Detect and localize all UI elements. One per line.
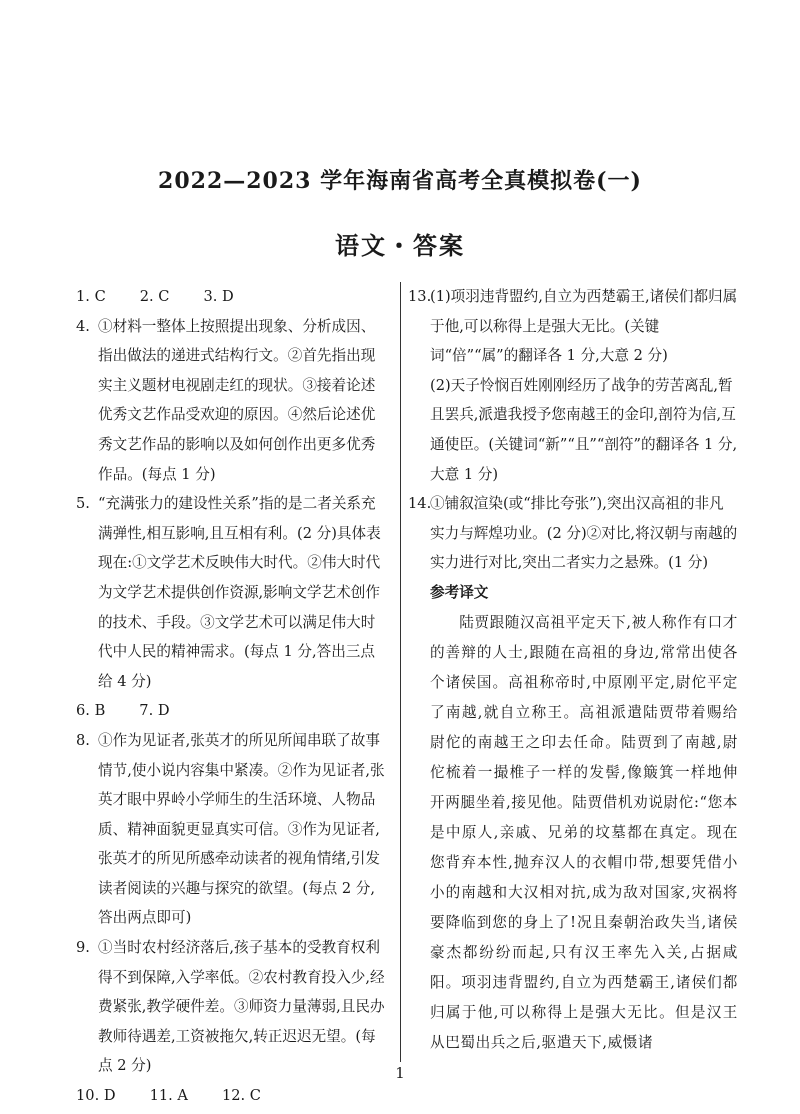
reference-translation-heading: 参考译文 (430, 583, 489, 601)
answer-9-number: 9. (76, 939, 90, 957)
answer-4 (76, 312, 386, 490)
answer-12: 12. C (221, 1087, 261, 1105)
answer-9 (76, 933, 386, 1081)
left-column (76, 282, 386, 1111)
answer-13-part-2: (2)天子怜悯百姓刚刚经历了战争的劳苦离乱,暂且罢兵,派遣我授予您南越王的金印,剖符为信,互通使臣。(关键词“新”“且”“剖符”的翻译各 1 分,大意 1 分) (430, 376, 738, 483)
reference-translation-text: 陆贾跟随汉高祖平定天下,被人称作有口才的善辩的人士,跟随在高祖的身边,常常出使各个诸侯国。高祖称帝时,中原刚平定,尉佗平定了南越,就自立称王。高祖派遣陆贾带着赐给尉佗的南越王之印去任命。陆贾到了南越,尉佗梳着一撮椎子一样的发髻,像簸箕一样地伸开两腿坐着,接见他。陆贾借机劝说尉佗:“您本是中原人,亲戚、兄弟的坟墓都在真定。现在您背弃本性,抛弃汉人的衣帽巾带,想要凭借小小的南越和大汉相对抗,成为敌对国家,灾祸将要降临到您的身上了!况且秦朝治政失当,诸侯豪杰都纷纷而起,只有汉王率先入关,占据咸阳。项羽违背盟约,自立为西楚霸王,诸侯们都归属于他,可以称得上是强大无比。但是汉王从巴蜀出兵之后,驱遣天下,威慑诸 (430, 613, 738, 1051)
column-divider (400, 282, 401, 1062)
answer-4-text: ①材料一整体上按照提出现象、分析成因、指出做法的递进式结构行文。②首先指出现实主义题材电视剧走红的现状。③接着论述优秀文艺作品受欢迎的原因。④然后论述优秀文艺作品的影响以及如何创作出更多优秀作品。(每点 1 分) (98, 317, 376, 483)
answer-3: 3. D (203, 288, 234, 305)
answer-7: 7. D (139, 702, 170, 720)
answer-2: 2. C (139, 288, 170, 305)
answer-13 (408, 282, 738, 371)
page-subtitle: 语文・答案 (335, 231, 465, 260)
answer-11: 11. A (149, 1087, 188, 1105)
answer-6: 6. B (76, 702, 106, 720)
answer-8-text: ①作为见证者,张英才的所见所闻串联了故事情节,使小说内容集中紧凑。②作为见证者,张英才眼中界岭小学师生的生活环境、人物品质、精神面貌更显真实可信。③作为见证者,张英才的所见所感牵动读者的视角情绪,引发读者阅读的兴趣与探究的欲望。(每点 2 分,答出两点即可) (98, 731, 385, 927)
answer-14-number: 14. (408, 495, 432, 513)
answers-10-12 (76, 1081, 386, 1111)
answer-14 (408, 489, 738, 578)
answer-5 (76, 489, 386, 696)
answers-1-3 (76, 282, 386, 312)
answer-1: 1. C (76, 288, 106, 305)
answer-8-number: 8. (76, 731, 90, 749)
right-column (408, 282, 738, 1058)
answer-9-text: ①当时农村经济落后,孩子基本的受教育权利得不到保障,入学率低。②农村教育投入少,经费紧张,教学硬件差。③师资力量薄弱,且民办教师待遇差,工资被拖欠,转正迟迟无望。(每点 2 分) (98, 939, 385, 1075)
page-number: 1 (395, 1064, 405, 1082)
answer-5-number: 5. (76, 495, 90, 513)
answer-8 (76, 726, 386, 933)
answer-10: 10. D (76, 1087, 116, 1105)
page-title: 2022—2023 学年海南省高考全真模拟卷(一) (158, 168, 642, 194)
answer-4-number: 4. (76, 317, 90, 335)
answer-14-text: ①铺叙渲染(或“排比夸张”),突出汉高祖的非凡实力与辉煌功业。(2 分)②对比,将汉朝与南越的实力进行对比,突出二者实力之悬殊。(1 分) (430, 495, 738, 572)
answer-13-part-1: (1)项羽违背盟约,自立为西楚霸王,诸侯们都归属于他,可以称得上是强大无比。(关键词“倍”“属”的翻译各 1 分,大意 2 分) (430, 288, 738, 365)
answer-13-number: 13. (408, 288, 432, 305)
answer-5-text: “充满张力的建设性关系”指的是二者关系充满弹性,相互影响,且互相有利。(2 分)具体表现在:①文学艺术反映伟大时代。②伟大时代为文学艺术提供创作资源,影响文学艺术创作的技术、手段。③文学艺术可以满足伟大时代中人民的精神需求。(每点 1 分,答出三点给 4 分) (98, 495, 381, 690)
answers-6-7 (76, 696, 386, 726)
